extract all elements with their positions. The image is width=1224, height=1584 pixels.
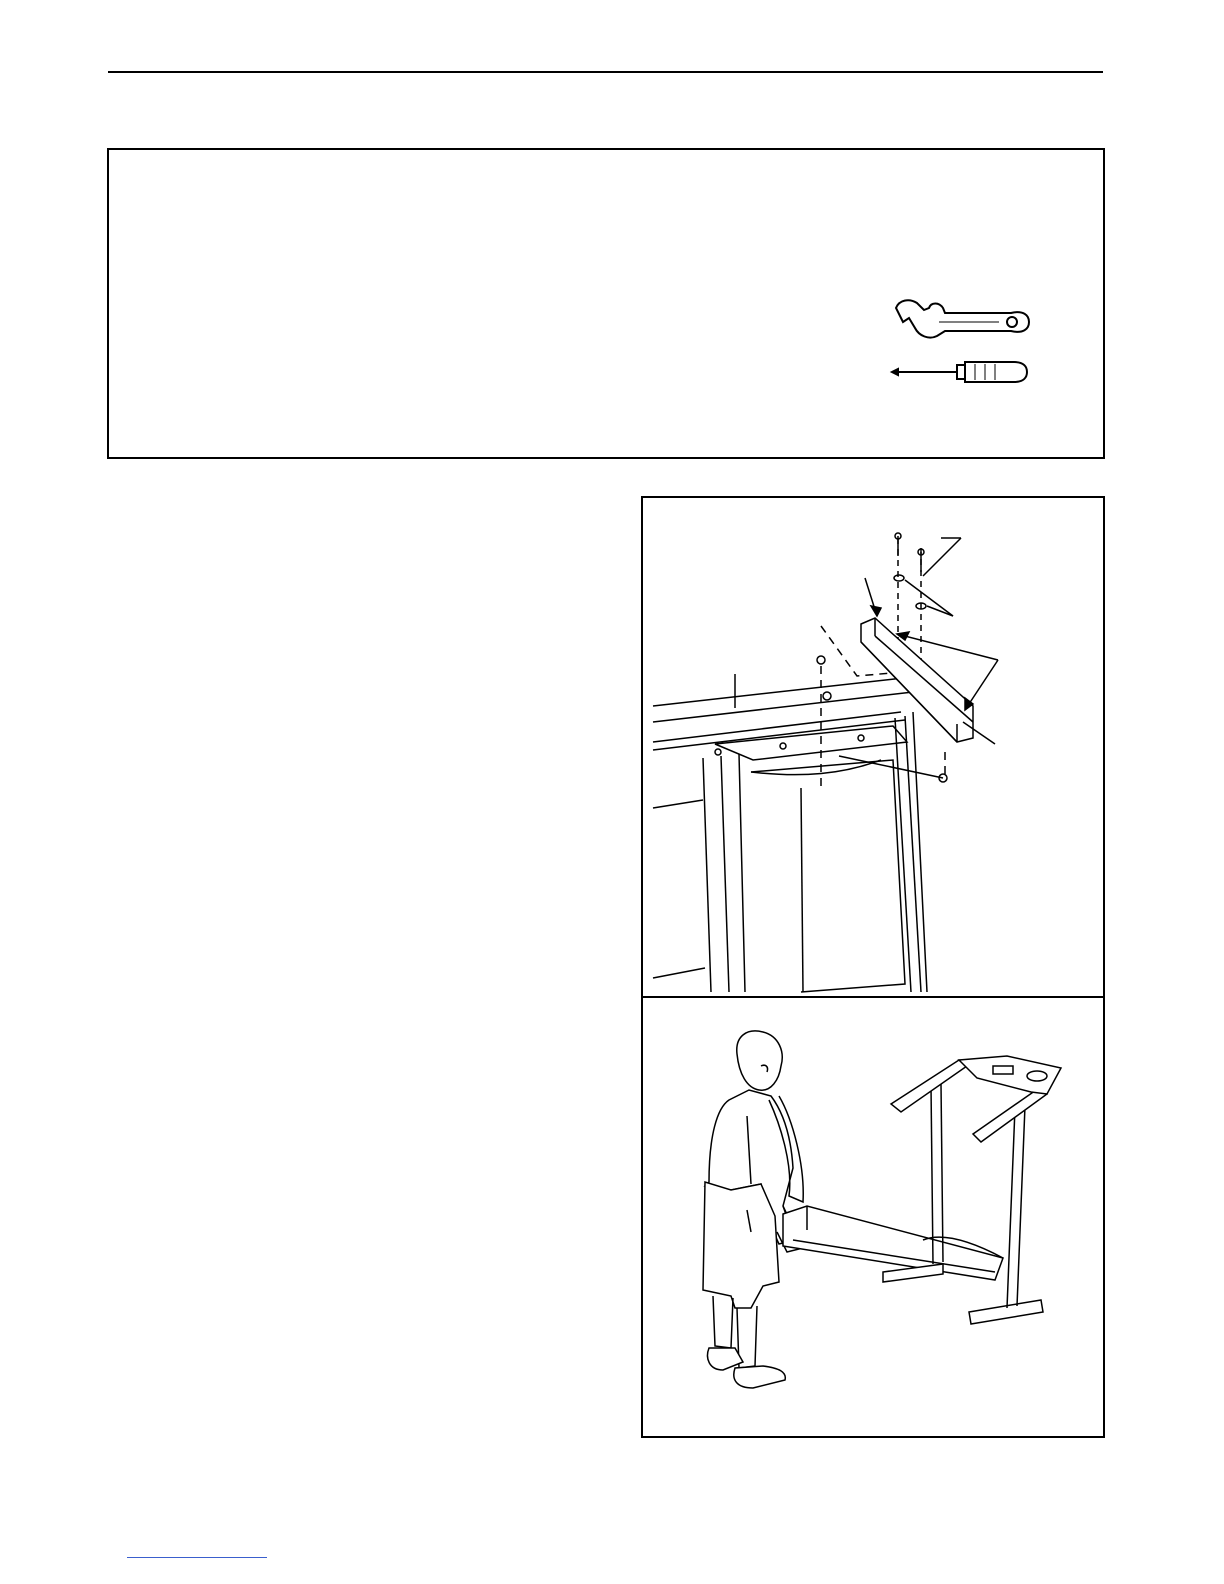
figure-1 bbox=[641, 496, 1105, 998]
adjustable-wrench-icon bbox=[896, 300, 1029, 337]
footer-link-underline[interactable] bbox=[127, 1557, 267, 1558]
lifting-frame-drawing bbox=[643, 996, 1103, 1436]
crossbar-assembly-drawing bbox=[643, 498, 1103, 996]
header-rule bbox=[108, 71, 1103, 73]
phillips-screwdriver-icon bbox=[892, 362, 1027, 382]
tools-box bbox=[107, 148, 1105, 459]
figure-2 bbox=[641, 996, 1105, 1438]
tools-illustration bbox=[109, 150, 1103, 457]
